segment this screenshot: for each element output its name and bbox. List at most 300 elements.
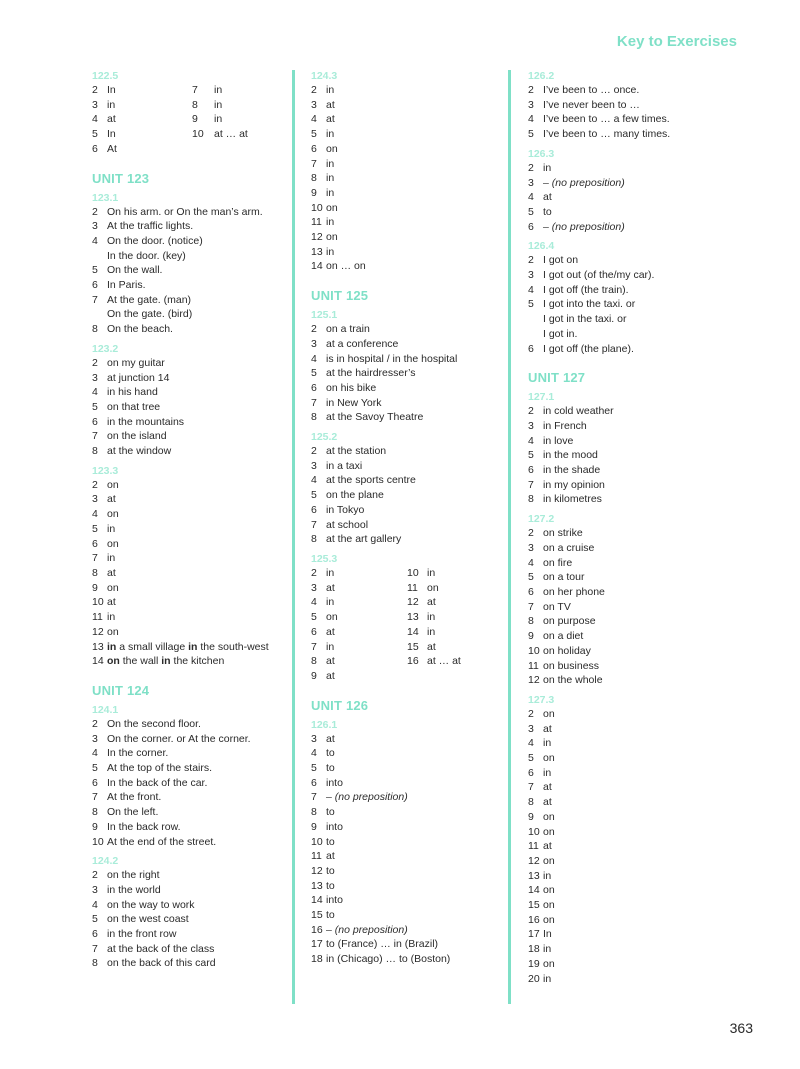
answer-text: In: [107, 84, 116, 96]
answer-number: 8: [92, 957, 98, 970]
answer-number: 11: [311, 216, 322, 229]
answer-number: 10: [528, 644, 540, 657]
answer-list: [528, 161, 708, 235]
answer-row: [92, 717, 277, 732]
answer-row: [92, 278, 277, 293]
answer-number: 8: [192, 98, 198, 111]
exercise-heading: 122.5: [92, 70, 119, 82]
answer-row: [311, 352, 492, 367]
answer-text: in: [326, 245, 335, 258]
answer-text: – (no preposition): [543, 220, 625, 233]
answer-number: 4: [92, 508, 98, 521]
answer-row: [92, 581, 277, 596]
answer-text: at the art gallery: [326, 533, 402, 546]
answer-number: 15: [528, 899, 540, 912]
answer-number: 6: [92, 537, 98, 550]
answer-number: 5: [311, 762, 317, 775]
answer-row: [311, 112, 492, 127]
answer-number: 5: [311, 489, 317, 502]
answer-number: 20: [528, 972, 540, 985]
answer-text: in (Chicago) … to (Boston): [326, 953, 451, 966]
answer-row: [92, 927, 277, 942]
answer-text: at … at: [214, 128, 248, 141]
answer-text: at: [543, 840, 552, 853]
answer-text: On the door. (notice): [107, 234, 203, 247]
answer-row: [92, 625, 277, 640]
answer-row: [92, 566, 277, 581]
answer-number: 5: [528, 449, 534, 462]
answer-text: on business: [543, 659, 600, 672]
answer-row: [528, 585, 708, 600]
answer-number: 10: [92, 596, 104, 609]
answer-row: [528, 556, 708, 571]
answer-row: [528, 205, 708, 220]
answer-text: at: [427, 596, 436, 609]
answer-number: 7: [92, 791, 98, 804]
answer-row: [311, 595, 407, 610]
answer-text: I got into the taxi. or: [543, 298, 636, 311]
answer-row: [92, 307, 277, 322]
answer-row: [92, 429, 277, 444]
answer-text: in the world: [107, 883, 161, 896]
answer-text: in: [543, 972, 552, 985]
answer-number: 5: [528, 298, 534, 311]
answer-number: 8: [311, 172, 317, 185]
answer-number: 16: [311, 923, 323, 936]
answer-row: [528, 722, 708, 737]
answer-text: at: [107, 566, 116, 579]
answer-number: 4: [528, 737, 534, 750]
answer-number: 10: [528, 825, 540, 838]
answer-row: [407, 595, 461, 610]
answer-text: on the way to work: [107, 898, 195, 911]
answer-row: [92, 322, 277, 337]
answer-row: [92, 640, 277, 655]
answer-text: is in hospital / in the hospital: [326, 352, 458, 365]
answer-number: 3: [92, 98, 98, 111]
exercise-heading: 127.1: [528, 391, 555, 404]
answer-row: [407, 581, 461, 596]
answer-text: on: [107, 625, 119, 638]
answer-list: [311, 732, 492, 967]
answer-row: [528, 268, 708, 283]
exercise-heading: 123.2: [92, 342, 119, 355]
answer-number: 4: [528, 113, 534, 126]
answer-row: [528, 707, 708, 722]
answer-row: [528, 898, 708, 913]
answer-text: on: [326, 201, 338, 214]
answer-text: in: [214, 84, 223, 96]
answer-text: in a taxi: [326, 459, 363, 472]
answer-number: 18: [528, 943, 540, 956]
answer-number: 14: [92, 655, 104, 668]
answer-number: 7: [311, 518, 317, 531]
answer-number: 3: [92, 732, 98, 745]
answer-text: In: [107, 128, 116, 141]
answer-row: [528, 659, 708, 674]
answer-row: [92, 371, 277, 386]
answer-text: at: [107, 113, 116, 126]
answer-row: [311, 790, 492, 805]
answer-row: [528, 463, 708, 478]
answer-row: [92, 522, 277, 537]
answer-text: I’ve never been to …: [543, 98, 640, 111]
answer-text: in: [107, 98, 116, 111]
answer-number: 6: [311, 776, 317, 789]
answer-text: at: [543, 191, 552, 204]
answer-number: 3: [311, 732, 317, 745]
answer-row: [92, 595, 277, 610]
answer-list: [311, 83, 492, 274]
answer-row: [92, 219, 277, 234]
answer-row: [311, 849, 492, 864]
unit-heading: UNIT 126: [311, 697, 369, 713]
answer-text: in: [543, 869, 552, 882]
answer-text: in: [326, 84, 335, 96]
answer-number: 7: [92, 430, 98, 443]
answer-row: [528, 526, 708, 541]
answer-row: [528, 825, 708, 840]
answer-text: on the wall in the kitchen: [107, 655, 225, 668]
answer-text: at junction 14: [107, 371, 170, 384]
answer-number: 8: [528, 493, 534, 506]
answer-row: [528, 644, 708, 659]
answer-row: [311, 171, 492, 186]
column-2: [292, 70, 492, 1004]
answer-number: 11: [311, 850, 322, 863]
answer-text: in the mood: [543, 449, 598, 462]
answer-row: [92, 776, 277, 791]
answer-row: [92, 610, 277, 625]
answer-number: 12: [311, 864, 323, 877]
answer-row: [528, 434, 708, 449]
answer-text: on: [543, 707, 555, 720]
answer-number: 12: [528, 674, 540, 687]
answer-row: [311, 625, 407, 640]
answer-row: [528, 297, 708, 312]
answer-number: 3: [528, 722, 534, 735]
answer-list: [311, 444, 492, 547]
answer-text: at: [107, 493, 116, 506]
answer-number: 14: [311, 260, 323, 273]
answer-text: I got out (of the/my car).: [543, 269, 655, 282]
answer-text: At the gate. (man): [107, 293, 192, 306]
answer-row: [528, 176, 708, 191]
answer-number: 7: [311, 791, 317, 804]
answer-number: 2: [528, 84, 534, 96]
answer-number: 6: [92, 279, 98, 292]
answer-text: on strike: [543, 527, 583, 540]
answer-number: 10: [311, 835, 323, 848]
answer-number: 13: [311, 245, 323, 258]
answer-number: 7: [528, 781, 534, 794]
answer-text: in: [107, 611, 116, 624]
exercise-heading: 127.2: [528, 513, 555, 526]
answer-number: 2: [92, 356, 98, 369]
answer-number: 9: [528, 810, 534, 823]
answer-row: [311, 923, 492, 938]
answer-row: [92, 478, 277, 493]
answer-row: [528, 112, 708, 127]
answer-text: on: [543, 913, 555, 926]
answer-text: at: [326, 98, 335, 111]
answer-number: 2: [92, 478, 98, 491]
answer-text: in love: [543, 434, 574, 447]
answer-text: in Tokyo: [326, 503, 365, 516]
answer-number: 16: [528, 913, 540, 926]
answer-row: [528, 869, 708, 884]
answer-text: on the island: [107, 430, 167, 443]
answer-number: 3: [92, 883, 98, 896]
answer-row: [528, 810, 708, 825]
answer-text: At the front.: [107, 791, 162, 804]
answer-number: 7: [311, 640, 317, 653]
answer-number: 9: [311, 669, 317, 682]
answer-number: 6: [311, 503, 317, 516]
answer-row: [311, 761, 492, 776]
answer-number: 3: [528, 541, 534, 554]
answer-text: on his bike: [326, 381, 377, 394]
answer-number: 6: [311, 381, 317, 394]
answer-row: [311, 157, 492, 172]
answer-number: 9: [311, 820, 317, 833]
answer-number: 5: [311, 367, 317, 380]
answer-row: [311, 488, 492, 503]
answer-text: In the door. (key): [107, 249, 186, 262]
answer-text: at the sports centre: [326, 474, 416, 487]
answer-text: at: [427, 640, 436, 653]
answer-row: [311, 640, 407, 655]
answer-number: 12: [92, 625, 104, 638]
answer-text: at the window: [107, 445, 172, 458]
answer-number: 2: [528, 405, 534, 418]
answer-row: [92, 400, 277, 415]
answer-text: I got in.: [543, 327, 578, 340]
answer-number: 18: [311, 953, 323, 966]
answer-text: on the back of this card: [107, 957, 216, 970]
answer-text: on: [326, 142, 338, 155]
answer-row: [528, 161, 708, 176]
answer-text: In the corner.: [107, 747, 169, 760]
answer-number: 15: [407, 640, 419, 653]
answer-text: in the mountains: [107, 415, 185, 428]
answer-row: [92, 263, 277, 278]
answer-text: I got in the taxi. or: [543, 313, 627, 326]
answer-row: [311, 654, 407, 669]
answer-number: 2: [311, 445, 317, 458]
answer-text: to: [543, 205, 552, 218]
exercise-heading: 126.4: [528, 240, 555, 253]
answer-number: 2: [92, 205, 98, 218]
answer-number: 7: [192, 84, 198, 96]
answer-list: [92, 717, 277, 849]
answer-number: 12: [528, 854, 540, 867]
answer-list: [92, 205, 277, 337]
exercise-heading: 127.3: [528, 693, 555, 706]
answer-text: At the top of the stairs.: [107, 762, 213, 775]
answer-row: [92, 112, 192, 127]
answer-text: On the wall.: [107, 264, 163, 277]
answer-list: [528, 707, 708, 986]
answer-number: 4: [528, 191, 534, 204]
answer-number: 9: [528, 630, 534, 643]
answer-row: [528, 854, 708, 869]
answer-number: 16: [407, 655, 419, 668]
answer-row: [311, 396, 492, 411]
answer-number: 10: [92, 835, 104, 848]
answer-row: [92, 942, 277, 957]
exercise-heading: 126.3: [528, 147, 555, 160]
unit-heading: UNIT 127: [528, 370, 586, 386]
answer-text: on: [326, 611, 338, 624]
answer-text: I’ve been to … many times.: [543, 128, 671, 141]
answer-text: In the back row.: [107, 820, 181, 833]
answer-text: at: [326, 113, 335, 126]
answer-number: 5: [92, 128, 98, 141]
answer-text: At the end of the street.: [107, 835, 217, 848]
answer-row: [528, 942, 708, 957]
exercise-heading: 123.3: [92, 464, 119, 477]
answer-text: On the gate. (bird): [107, 308, 193, 321]
answer-row: [528, 448, 708, 463]
answer-number: 10: [407, 566, 419, 579]
answer-number: 5: [92, 264, 98, 277]
answer-row: [311, 732, 492, 747]
answer-number: 3: [528, 269, 534, 282]
answer-text: on: [107, 537, 119, 550]
answer-text: on a diet: [543, 630, 584, 643]
answer-number: 9: [92, 820, 98, 833]
answer-number: 2: [311, 84, 317, 96]
answer-text: in: [326, 566, 335, 579]
answer-text: at the Savoy Theatre: [326, 411, 424, 424]
answer-row: [311, 98, 492, 113]
answer-number: 4: [92, 747, 98, 760]
page-number: 363: [729, 1020, 753, 1036]
answer-row: [92, 356, 277, 371]
answer-number: 8: [92, 323, 98, 336]
answer-row: [528, 404, 708, 419]
answer-row: [528, 927, 708, 942]
answer-row: [528, 492, 708, 507]
answer-text: in: [543, 943, 552, 956]
answer-text: on the right: [107, 869, 160, 882]
answer-row: [528, 795, 708, 810]
answer-number: 3: [92, 493, 98, 506]
answer-row: [528, 541, 708, 556]
answer-row: [92, 142, 192, 157]
unit-heading: UNIT 124: [92, 682, 150, 698]
answer-number: 5: [92, 522, 98, 535]
answer-text: in: [326, 596, 335, 609]
answer-number: 7: [92, 293, 98, 306]
answer-row: [311, 952, 492, 967]
answer-number: 13: [407, 611, 419, 624]
answer-number: 8: [311, 411, 317, 424]
answer-text: at: [543, 722, 552, 735]
answer-text: into: [326, 894, 343, 907]
answer-number: 6: [528, 766, 534, 779]
answer-text: on my guitar: [107, 356, 165, 369]
column-1: [92, 70, 277, 971]
answer-text: to (France) … in (Brazil): [326, 938, 439, 951]
answer-row: [311, 366, 492, 381]
answer-row: [92, 507, 277, 522]
answer-text: on her phone: [543, 585, 605, 598]
answer-number: 3: [311, 337, 317, 350]
answer-number: 5: [92, 913, 98, 926]
answer-text: in: [107, 522, 116, 535]
answer-row: [92, 537, 277, 552]
answer-text: on: [543, 752, 555, 765]
answer-number: 3: [92, 371, 98, 384]
answer-row: [311, 805, 492, 820]
answer-number: 4: [92, 234, 98, 247]
answer-number: 7: [92, 942, 98, 955]
answer-number: 6: [92, 776, 98, 789]
answer-text: in the shade: [543, 464, 601, 477]
answer-text: In Paris.: [107, 279, 146, 292]
answer-row: [311, 259, 492, 274]
answer-row: [311, 473, 492, 488]
answer-row: [311, 83, 492, 98]
answer-row: [311, 459, 492, 474]
answer-text: at: [326, 625, 335, 638]
answer-row: [92, 444, 277, 459]
answer-text: on the plane: [326, 489, 384, 502]
answer-number: 4: [92, 386, 98, 399]
answer-number: 7: [528, 478, 534, 491]
answer-text: at: [326, 655, 335, 668]
answer-row: [528, 766, 708, 781]
answer-row: [92, 654, 277, 669]
answer-text: On the beach.: [107, 323, 173, 336]
answer-number: 6: [528, 220, 534, 233]
answer-number: 6: [528, 342, 534, 355]
answer-text: I’ve been to … a few times.: [543, 113, 670, 126]
answer-row: [407, 610, 461, 625]
answer-row: [407, 625, 461, 640]
two-column-answers: [92, 83, 277, 157]
answer-row: [92, 415, 277, 430]
exercise-heading: 123.1: [92, 191, 119, 204]
unit-heading: UNIT 125: [311, 288, 369, 304]
answer-row: [311, 518, 492, 533]
answer-row: [528, 478, 708, 493]
answer-row: [528, 220, 708, 235]
answer-number: 7: [311, 396, 317, 409]
answer-text: on purpose: [543, 615, 596, 628]
answer-number: [92, 249, 107, 264]
answer-number: 4: [92, 113, 98, 126]
answer-row: [92, 385, 277, 400]
answer-row: [407, 566, 461, 581]
answer-text: on a cruise: [543, 541, 595, 554]
answer-text: in: [427, 625, 436, 638]
answer-row: [528, 312, 708, 327]
answer-row: [311, 410, 492, 425]
answer-row: [528, 190, 708, 205]
answer-text: on a train: [326, 323, 370, 336]
answer-text: in: [543, 766, 552, 779]
answer-text: in: [326, 157, 335, 170]
answer-list: [407, 566, 461, 684]
answer-number: 6: [311, 625, 317, 638]
answer-row: [311, 566, 407, 581]
answer-text: On his arm. or On the man’s arm.: [107, 205, 263, 218]
answer-text: into: [326, 820, 343, 833]
answer-text: at: [543, 781, 552, 794]
